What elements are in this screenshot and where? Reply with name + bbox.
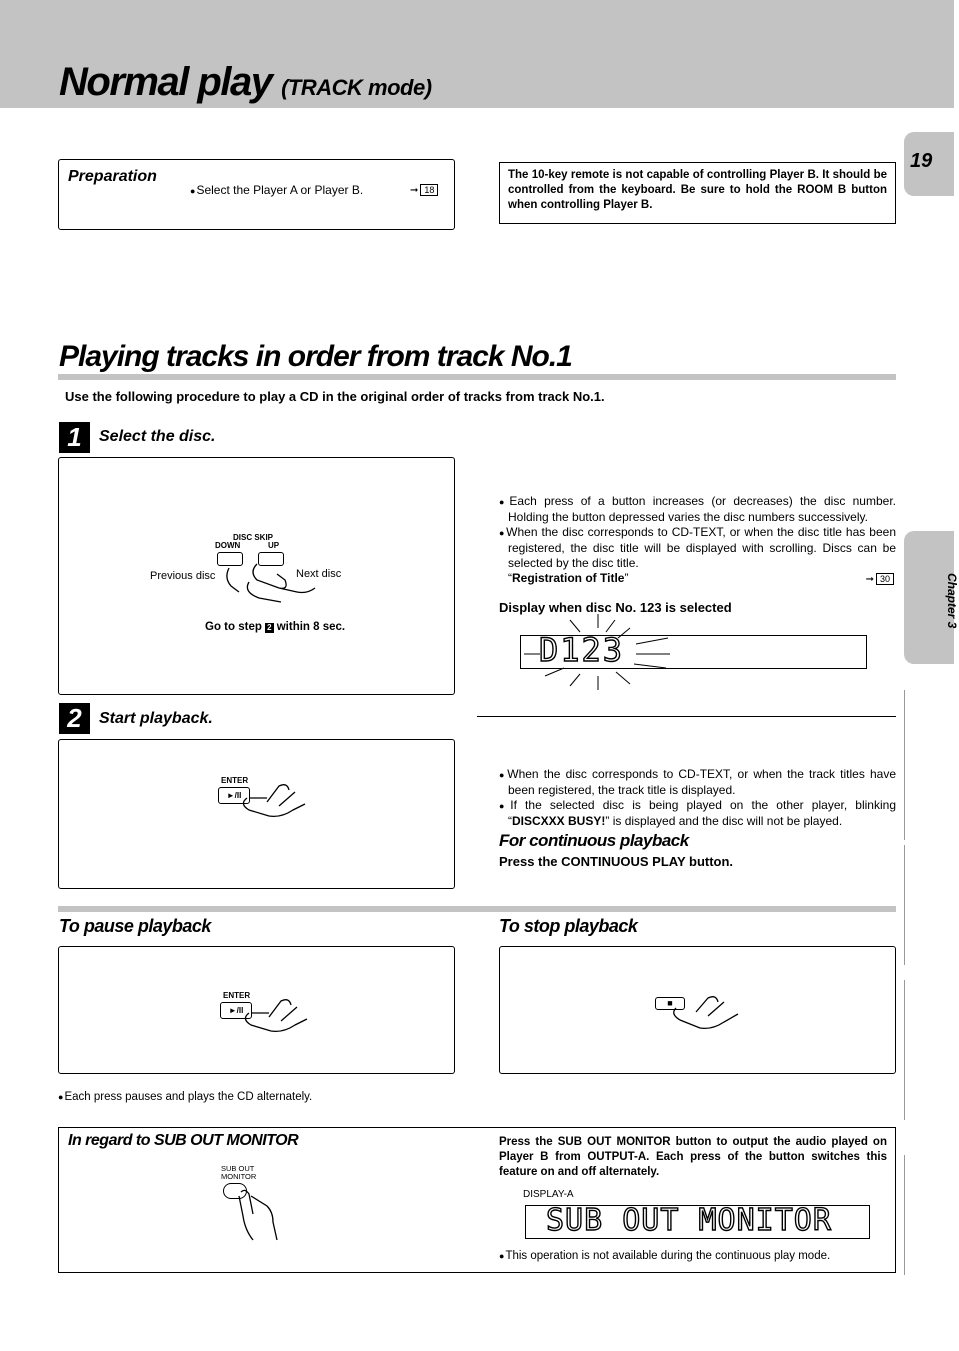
sub-out-note xyxy=(499,1249,889,1264)
busy-message: DISCXXX BUSY! xyxy=(512,814,606,828)
page-title xyxy=(59,60,432,105)
section-intro: Use the following procedure to play a CD in the original order of tracks from track No.1. xyxy=(65,389,605,404)
margin-line xyxy=(904,845,905,965)
ref-line: “Registration of Title” ➞ 30 xyxy=(499,571,896,586)
go-to-prefix: Go to step xyxy=(205,621,262,633)
continuous-playback-title: For continuous playback xyxy=(499,831,689,850)
step-1-notes xyxy=(499,494,896,586)
page-title-sub: (TRACK mode) xyxy=(281,75,432,100)
step-1-title: Select the disc. xyxy=(99,428,216,445)
step-2-diagram xyxy=(58,739,455,889)
disc-skip-label: DISC SKIP xyxy=(233,533,274,542)
play-pause-button[interactable]: ►/II xyxy=(220,1002,252,1019)
page-reference: ➞ 30 xyxy=(866,572,894,587)
section-title: Playing tracks in order from track No.1 xyxy=(59,340,572,373)
section-rule xyxy=(58,374,896,380)
pressing-hand-icon xyxy=(219,558,329,608)
continuous-playback-text: Press the CONTINUOUS PLAY button. xyxy=(499,854,734,869)
page-title-main: Normal play xyxy=(59,60,272,104)
ref-page-number: 18 xyxy=(420,184,438,196)
pressing-hand-icon xyxy=(229,1186,299,1246)
list-item: ● When the disc corresponds to CD-TEXT, or when the track titles have been registered, the track title is displayed. xyxy=(499,767,896,798)
list-item: ● This operation is not available during the continuous play mode. xyxy=(499,1249,889,1264)
pause-diagram xyxy=(58,946,455,1074)
down-label: DOWN xyxy=(215,541,241,550)
list-item: ● If the selected disc is being played on the other player, blinking “DISCXXX BUSY!” is displayed and the disc will not be played. xyxy=(499,798,896,829)
pause-note xyxy=(58,1090,455,1105)
ref-page-number: 30 xyxy=(876,573,894,585)
chapter-label: Chapter 3 xyxy=(945,573,959,629)
page-reference: ➞ 18 xyxy=(410,184,438,196)
stop-button[interactable]: ■ xyxy=(655,997,685,1010)
step-2-title: Start playback. xyxy=(99,710,213,727)
previous-disc-label: Previous disc xyxy=(150,570,216,582)
disc-display-text: D123 xyxy=(539,631,625,669)
margin-line xyxy=(904,1155,905,1275)
divider xyxy=(477,716,896,717)
display-a-text: SUB OUT MONITOR xyxy=(546,1203,832,1238)
play-pause-button[interactable]: ►/II xyxy=(218,787,250,804)
go-to-suffix: within 8 sec. xyxy=(276,621,346,633)
page-number: 19 xyxy=(910,150,933,172)
margin-line xyxy=(904,980,905,1120)
list-item: ● Each press pauses and plays the CD alternately. xyxy=(58,1090,455,1105)
display-a xyxy=(525,1205,870,1239)
step-2-badge: 2 xyxy=(59,703,90,734)
enter-label: ENTER xyxy=(223,991,251,1000)
pressing-hand-icon xyxy=(239,995,319,1035)
pause-title: To pause playback xyxy=(59,916,211,936)
chapter-tab xyxy=(904,531,959,664)
up-label: UP xyxy=(268,541,280,550)
ref-title: Registration of Title xyxy=(512,571,625,585)
list-item: ● Each press of a button increases (or decreases) the disc number. Holding the button depressed varies the disc numbers successively. xyxy=(499,494,896,525)
section-rule xyxy=(58,906,896,912)
remote-note-box: The 10-key remote is not capable of controlling Player B. It should be controlled from the keyboard. Be sure to hold the ROOM B button when controlling Player B. xyxy=(499,162,896,224)
sub-out-monitor-box xyxy=(58,1127,896,1273)
monitor-label: MONITOR xyxy=(221,1172,257,1181)
step-2-notes xyxy=(499,767,896,829)
sub-out-title: In regard to SUB OUT MONITOR xyxy=(68,1132,299,1149)
preparation-title: Preparation xyxy=(68,168,157,185)
margin-line xyxy=(904,690,905,840)
page-number-tab xyxy=(904,132,954,196)
sub-out-label: SUB OUT xyxy=(221,1164,255,1173)
pressing-hand-icon xyxy=(668,992,748,1032)
step-1-badge: 1 xyxy=(59,422,90,453)
step-1-diagram xyxy=(58,457,455,695)
preparation-item: ● Select the Player A or Player B. xyxy=(190,183,363,197)
display-caption: Display when disc No. 123 is selected xyxy=(499,600,732,615)
blink-rays-icon xyxy=(520,612,680,692)
next-disc-label: Next disc xyxy=(296,568,342,580)
go-to-step-note xyxy=(205,621,345,633)
sub-out-description: Press the SUB OUT MONITOR button to output the audio played on Player B from OUTPUT-A. Each press of the button switches this feature on and off alternately. xyxy=(499,1136,887,1178)
display-a-caption: DISPLAY-A xyxy=(523,1189,574,1200)
enter-label: ENTER xyxy=(221,776,249,785)
preparation-box xyxy=(58,159,455,230)
step-2-mini-badge: 2 xyxy=(267,623,272,632)
pressing-hand-icon xyxy=(237,780,317,820)
stop-title: To stop playback xyxy=(499,916,638,936)
list-item: ● When the disc corresponds to CD-TEXT, or when the disc title has been registered, the disc title will be displayed with scrolling. Discs can be selected by the disc title. xyxy=(499,525,896,571)
stop-diagram xyxy=(499,946,896,1074)
